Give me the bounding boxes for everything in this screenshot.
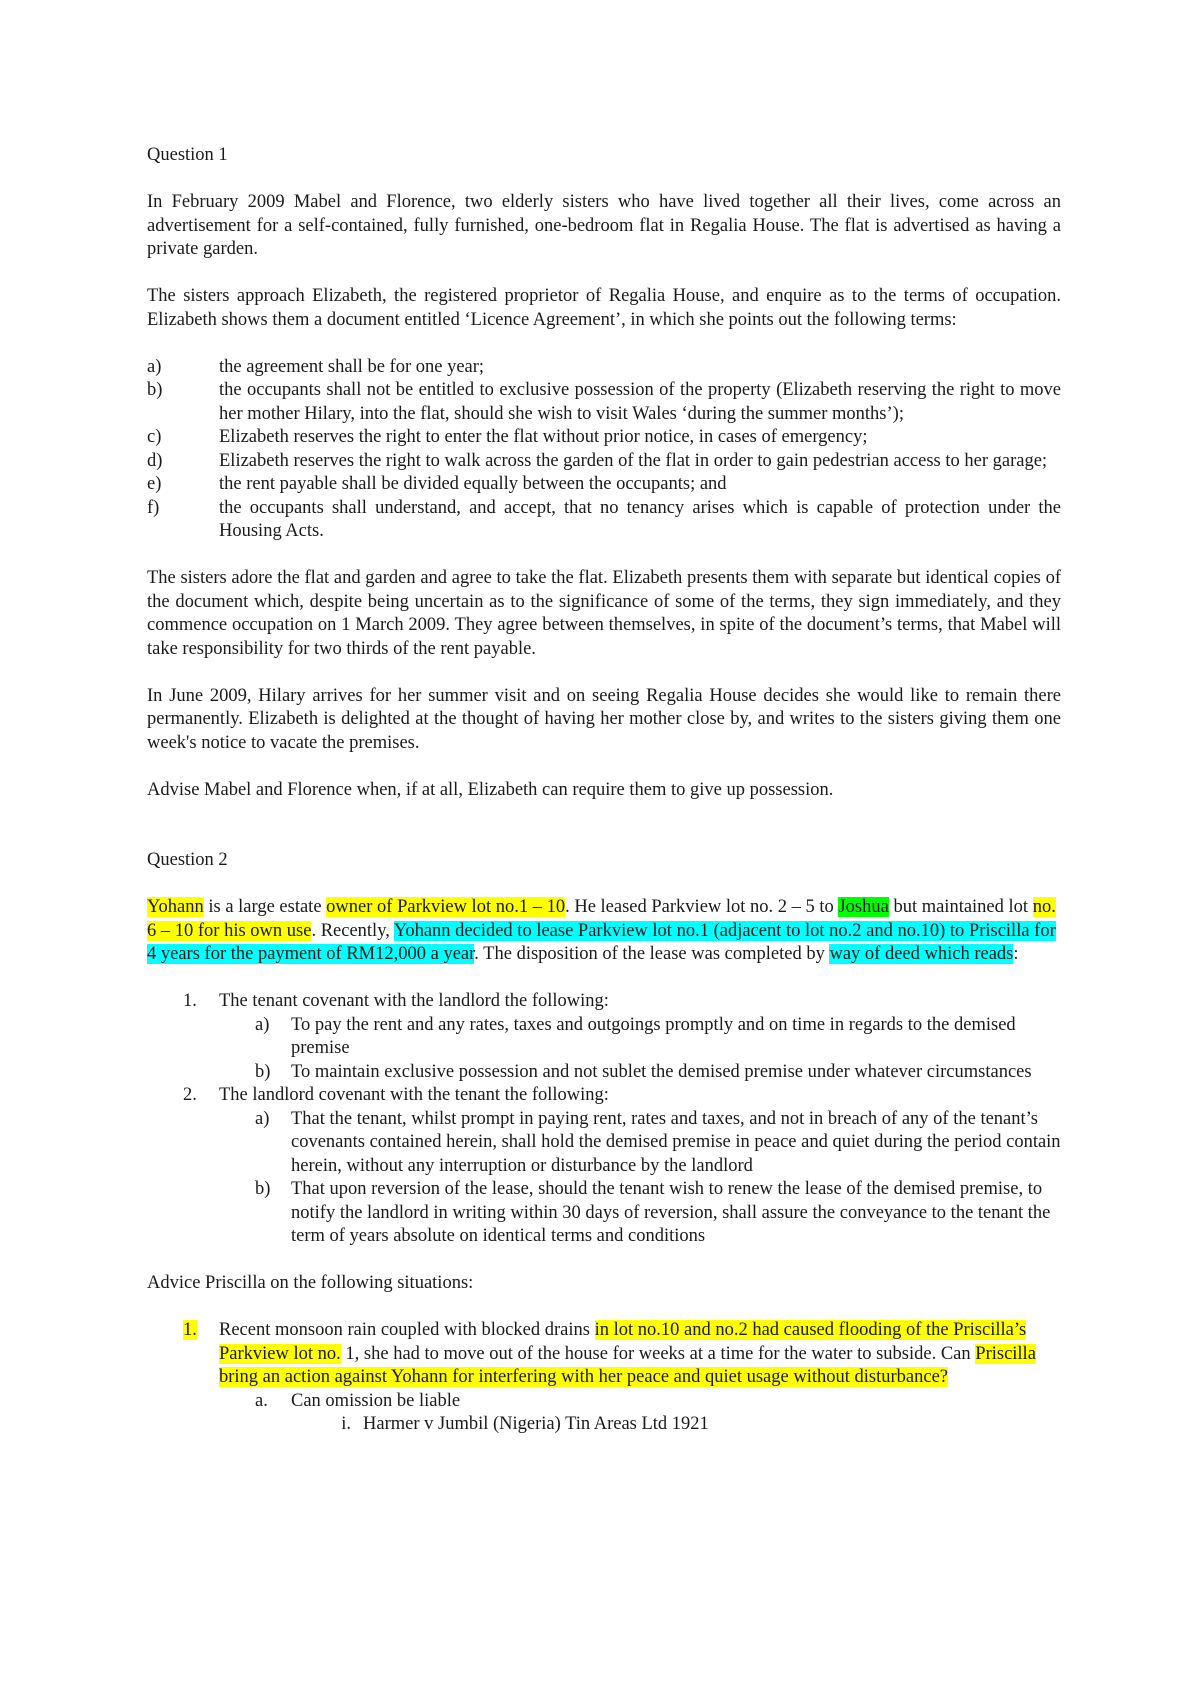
q1-paragraph-5: Advise Mabel and Florence when, if at all, Elizabeth can require them to give up possession.: [147, 779, 834, 800]
q1-paragraph-4: In June 2009, Hilary arrives for her summer visit and on seeing Regalia House decides she would like to remain there permanently. Elizabeth is delighted at the thought of having her mother close by, and writes to the sisters giving them one week's notice to vacate the premises.: [147, 685, 1061, 753]
list-item: b) the occupants shall not be entitled to exclusive possession of the property (Elizabeth reserving the right to move her mother Hilary, into the flat, should she wish to visit Wales ‘during the summer months’);: [147, 380, 1061, 424]
q1-terms-list: [147, 356, 1061, 544]
list-item: a) That the tenant, whilst prompt in paying rent, rates and taxes, and not in breach of any of the tenant’s covenants contained herein, shall hold the demised premise in peace and quiet during the period contain herein, without any interruption or disturbance by the landlord: [255, 1108, 1061, 1176]
q1-paragraph-1: In February 2009 Mabel and Florence, two elderly sisters who have lived together all their lives, come across an advertisement for a self-contained, fully furnished, one-bedroom flat in Regalia House. The flat is advertised as having a private garden.: [147, 192, 1061, 259]
list-item: a) the agreement shall be for one year;: [147, 356, 485, 377]
list-item: a) To pay the rent and any rates, taxes and outgoings promptly and on time in regards to the demised premise: [255, 1014, 1016, 1058]
question-2-title: Question 2: [147, 850, 228, 870]
list-item: i. Harmer v Jumbil (Nigeria) Tin Areas Ltd 1921: [341, 1414, 709, 1434]
q1-paragraph-3: The sisters adore the flat and garden and agree to take the flat. Elizabeth presents them with separate but identical copies of the document which, despite being uncertain as to the significance of some of the terms, they sign immediately, and they commence occupation on 1 March 2009. They agree between themselves, in spite of the document’s terms, that Mabel will take responsibility for two thirds of the rent payable.: [147, 568, 1061, 659]
list-item: b) That upon reversion of the lease, should the tenant wish to renew the lease of the demised premise, to notify the landlord in writing within 30 days of reversion, shall assure the conveyance to the tenant the term of years absolute on identical terms and conditions: [255, 1179, 1051, 1246]
question-1-title: Question 1: [147, 145, 228, 165]
list-item: 1. Recent monsoon rain coupled with blocked drains in lot no.10 and no.2 had caused flooding of the Priscilla’s Parkview lot no. 1, she had to move out of the house for weeks at a time for the water to subside. Can Priscilla bring an action against Yohann for interfering with her peace and quiet usage without disturbance?: [183, 1320, 1036, 1387]
q2-intro-paragraph: Yohann is a large estate owner of Parkview lot no.1 – 10. He leased Parkview lot no. 2 – 5 to Joshua but maintained lot no. 6 – 10 for his own use. Recently, Yohann decided to lease Parkview lot no.1 (adjacent to lot no.2 and no.10) to Priscilla for 4 years for the payment of RM12,000 a year. The disposition of the lease was completed by way of deed which reads:: [147, 897, 1056, 964]
document-body: [147, 144, 1061, 1437]
q1-paragraph-2: The sisters approach Elizabeth, the registered proprietor of Regalia House, and enquire as to the terms of occupation. Elizabeth shows them a document entitled ‘Licence Agreement’, in which she points out the following terms:: [147, 286, 1061, 330]
list-item: 2. The landlord covenant with the tenant the following:: [183, 1085, 609, 1105]
q2-advice-heading: Advice Priscilla on the following situations:: [147, 1273, 474, 1293]
list-item: b) To maintain exclusive possession and not sublet the demised premise under whatever circumstances: [255, 1061, 1032, 1082]
q2-covenants-list: [147, 990, 1061, 1249]
list-item: c) Elizabeth reserves the right to enter the flat without prior notice, in cases of emergency;: [147, 427, 868, 447]
list-item: 1. The tenant covenant with the landlord the following:: [183, 991, 609, 1011]
list-item: d) Elizabeth reserves the right to walk across the garden of the flat in order to gain pedestrian access to her garage;: [147, 450, 1048, 471]
list-item: e) the rent payable shall be divided equally between the occupants; and: [147, 474, 727, 494]
q2-situations-list: [147, 1319, 1061, 1437]
list-item: f) the occupants shall understand, and accept, that no tenancy arises which is capable of protection under the Housing Acts.: [147, 497, 1061, 541]
list-item: a. Can omission be liable: [255, 1390, 461, 1411]
